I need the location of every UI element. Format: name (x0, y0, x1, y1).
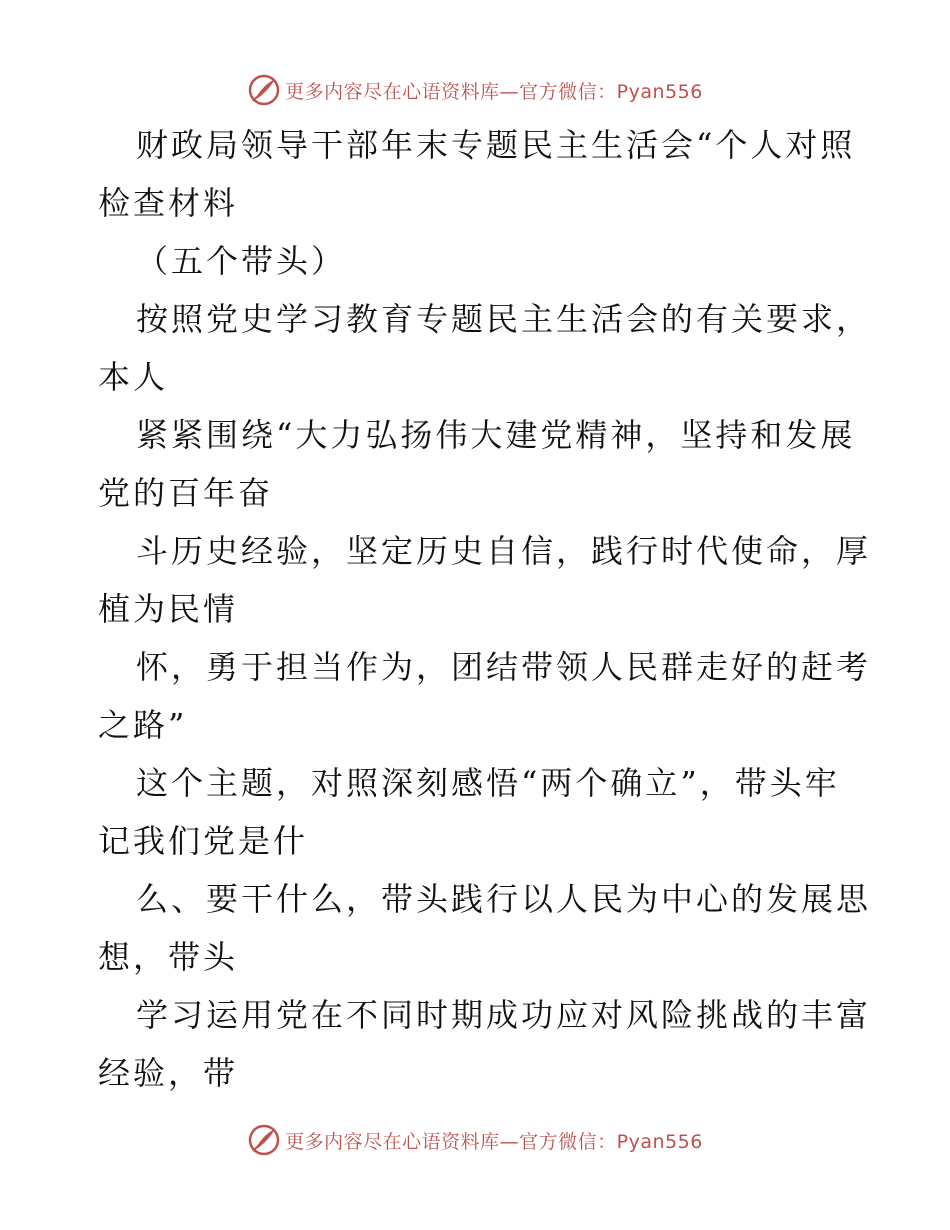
paragraph-line: 紧紧围绕“大力弘扬伟大建党精神，坚持和发展 (136, 416, 856, 454)
document-body (98, 116, 872, 1102)
paragraph-line: 怀，勇于担当作为，团结带领人民群走好的赶考 (136, 648, 872, 686)
watermark-text: 更多内容尽在心语资料库—官方微信：Pyan556 (285, 1130, 703, 1153)
paragraph-line: 按照党史学习教育专题民主生活会的有关要求， (136, 300, 872, 338)
paragraph-line: 经验，带 (98, 1054, 239, 1092)
watermark-text: 更多内容尽在心语资料库—官方微信：Pyan556 (285, 80, 703, 103)
paragraph-line: 这个主题，对照深刻感悟“两个确立”，带头牢 (136, 764, 840, 802)
paragraph-line: 本人 (98, 358, 169, 396)
feather-pen-logo-icon (247, 73, 281, 107)
paragraph-line: 想，带头 (98, 938, 239, 976)
paragraph-line: 之路” (98, 706, 188, 744)
footer-watermark (0, 1120, 950, 1160)
paragraph-line: 记我们党是什 (98, 822, 309, 860)
header-watermark (0, 70, 950, 110)
document-subtitle: （五个带头） (136, 242, 347, 280)
document-title-line-2: 检查材料 (98, 184, 239, 222)
document-title-line-1: 财政局领导干部年末专题民主生活会“个人对照 (136, 126, 856, 164)
paragraph-line: 么、要干什么，带头践行以人民为中心的发展思 (136, 880, 872, 918)
paragraph-line: 植为民情 (98, 590, 239, 628)
feather-pen-logo-icon (247, 1123, 281, 1157)
paragraph-line: 党的百年奋 (98, 474, 274, 512)
paragraph-line: 斗历史经验，坚定历史自信，践行时代使命，厚 (136, 532, 872, 570)
paragraph-line: 学习运用党在不同时期成功应对风险挑战的丰富 (136, 996, 872, 1034)
